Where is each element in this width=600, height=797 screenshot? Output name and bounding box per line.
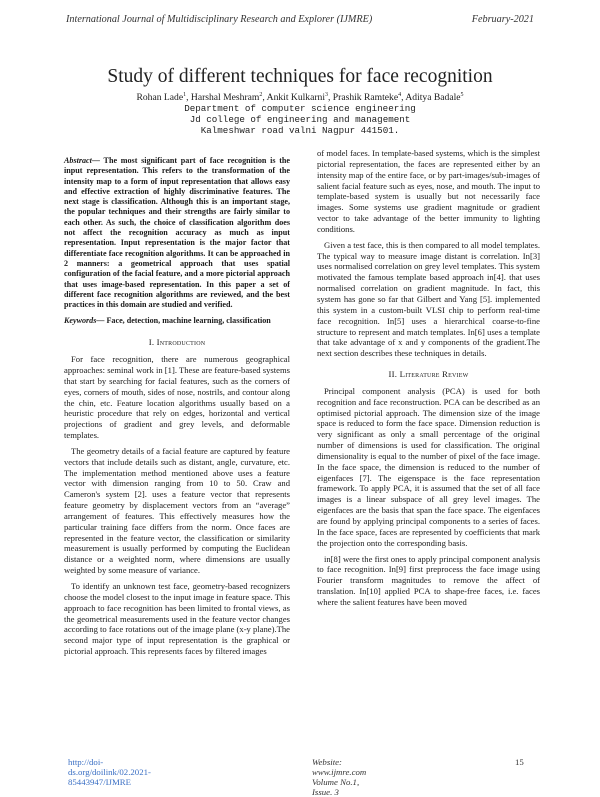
section-heading-introduction: I. Introduction	[148, 337, 206, 348]
page-number: 15	[515, 757, 524, 767]
author-list: Rohan Lade$^1$, Harshal Meshram$^2$, Ankit Kulkarni$^3$, Prashik Ramteke$^4$, Aditya Badale$^5$	[136, 92, 464, 104]
paragraph: of model faces. In template-based systems, which is the simplest pictorial representation, the faces are represented either by an intensity map of the entire face, or by part-images/sub-images of salient facial feature such as eyes, nose, and mouth. The input to template-based system is usually but not necessarily face images. Some systems use gradient magnitude or gradient vector to take advantage of the better immunity to lighting conditions.	[317, 148, 540, 234]
author-name: Ankit Kulkarni	[266, 92, 325, 104]
keywords	[64, 316, 290, 327]
doi-link[interactable]: http://doi-ds.org/doilink/02.2021-85443947/IJMRE	[68, 757, 151, 787]
section-heading-literature-review: II. Literature Review	[388, 369, 469, 380]
abstract	[64, 156, 290, 310]
affiliation-college: Jd college of engineering and management	[189, 114, 411, 125]
author-name: Rohan Lade	[136, 92, 184, 104]
abstract-text: The most significant part of face recognition is the input representation. This refers to the transformation of the intensity map to a form of input representation that allows easy and effective extraction of highly discriminative features. The next stage is classification. Although this is an important stage, the popular techniques and their strengths are fairly similar to each other. As such, the choice of classification algorithm does not affect the recognition accuracy as much as input representation. Input representation is the major factor that differentiate face recognition algorithms. It can be approached in 2 manners: a geometrical approach that uses spatial configuration of the facial feature, and a more pictorial approach that uses image-based representation. In this paper a set of different face recognition algorithms are reviewed, and the best practices in this domain are studied and verified.	[64, 156, 290, 310]
paragraph: in[8] were the first ones to apply principal component analysis to face recognition. In[9] first preprocess the face image using Fourier transform magnitudes to remove the affect of translation. In[10] applied PCA to shape-free faces, i.e. faces where the salient features have been moved	[317, 553, 540, 607]
abstract-label: Abstract—	[64, 156, 100, 165]
paper-title: Study of different techniques for face recognition	[107, 66, 493, 87]
paragraph: To identify an unknown test face, geometry-based recognizers choose the model closest to the input image in feature space. This approach to face recognition has been limited to frontal views, as the geometrical measurements used in the feature vector changes according to face rotations out of the image plane (x-y plane).The second major type of input representation is the graphical or pictorial approach. This represents faces by filtered images	[64, 581, 290, 657]
affiliation-department: Department of computer science engineering	[184, 103, 416, 114]
paragraph: For face recognition, there are numerous geographical approaches: seminal work in [1]. These are feature-based systems that start by searching for facial features, such as the corners of eyes, corners of mouth, sides of nose, nostrils, and contour along the chin, etc. Feature location algorithms usually based on a heuristic procedure that rely on edges, horizontal and vertical projections of gradient and grey levels, and deformable templates.	[64, 354, 290, 441]
author-name: Prashik Ramteke	[332, 92, 399, 104]
website-info: Website: www.ijmre.com Volume No.1, Issue. 3	[312, 757, 367, 797]
affiliation-address: Kalmeshwar road valni Nagpur 441501.	[200, 125, 400, 136]
paragraph: Principal component analysis (PCA) is used for both recognition and face reconstruction. PCA can be described as an optimised pictorial approach. The dimension size of the image space is reduced to form the face space. Dimension reduction is very significant as only a small percentage of the original number of dimensions is used for classification. The original dimensionality is equal to the number of pixel of the face image. In the face space, the dimension is reduced to the number of eigenfaces [7]. The eigenspace is the face representation framework. To apply PCA, it is assumed that the set of all face images is a linear subspace of all grey level images. The eigenfaces are the basis that span the face space. The eigenfaces are found by applying principal components to a series of faces. In the face space, faces are represented by coefficients that mark the projection onto the corresponding basis.	[317, 385, 540, 548]
paragraph: The geometry details of a facial feature are captured by feature vectors that include details such as distant, angle, curvature, etc. The implementation method mentioned above uses a feature vector with dimension ranging from 10 to 50. Craw and Cameron's system [2]. uses a feature vector that represents feature geometry by displacement vectors from an “average” arrangement of features. This effectively measures how the particular training face differs from the norm. Once faces are represented in the feature vector, the classification or similarity measurement is usually performed by computing the Euclidean distance or a weighted norm, where dimensions are usually weighted by some measure of variance.	[64, 445, 290, 576]
journal-name: International Journal of Multidisciplinary Research and Explorer (IJMRE)	[66, 14, 373, 25]
paragraph: Given a test face, this is then compared to all model templates. The typical way to measure image distant is correlation. In[3] uses normalised correlation on grey level templates. This system motivated the famous template based approach in[4]. that uses normalised correlation on gradient magnitude. In fact, this system has gone so far that Gilbert and Yang [5]. implemented this system in a custom-built VLSI chip to perform real-time face recognition. In[5] uses a hierarchical coarse-to-fine structure to represent and match templates. In[6] uses a template that take advantage of x and y components of the gradient.The next section describes these techniques in details.	[317, 239, 540, 359]
right-column	[317, 148, 540, 613]
issue-date: February-2021	[471, 14, 534, 25]
left-column	[64, 156, 290, 662]
author-name: Harshal Meshram	[190, 92, 260, 104]
keywords-text: Face, detection, machine learning, classification	[104, 316, 271, 326]
author-name: Aditya Badale	[405, 92, 461, 104]
keywords-label: Keywords—	[64, 316, 105, 326]
running-header	[66, 14, 534, 28]
